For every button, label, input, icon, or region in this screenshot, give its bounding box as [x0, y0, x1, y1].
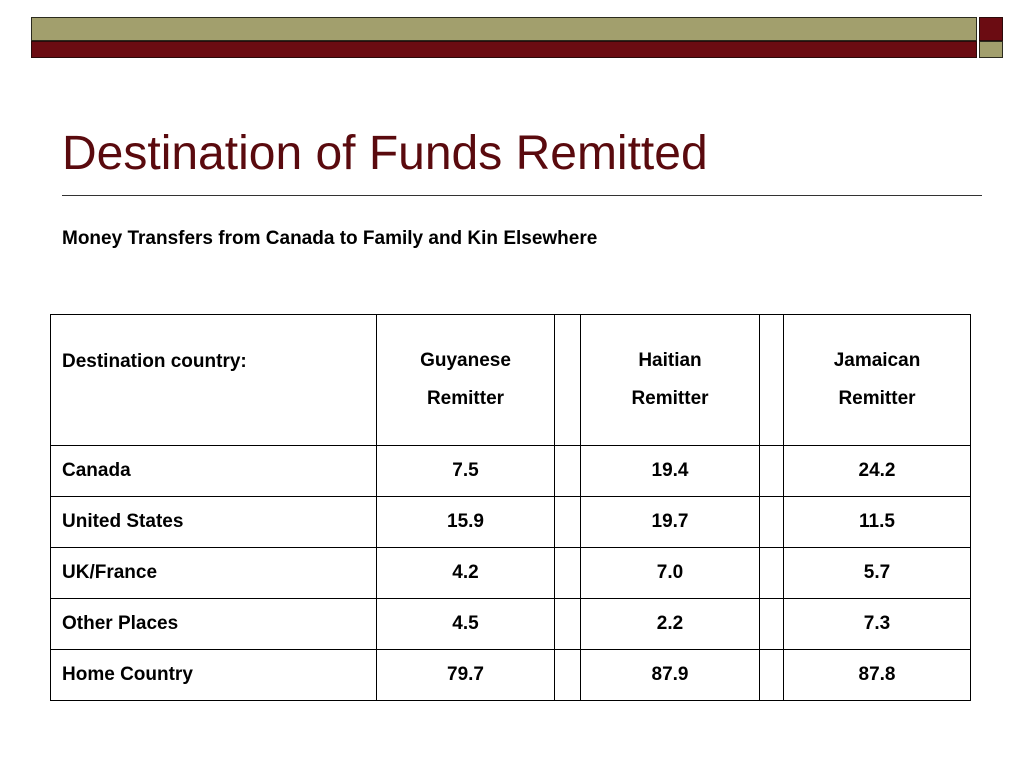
- table-row: [51, 446, 971, 497]
- slide-subtitle: Money Transfers from Canada to Family and Kin Elsewhere: [62, 228, 598, 249]
- header-col-line1: Jamaican: [833, 350, 921, 371]
- cell-jamaican: 7.3: [784, 599, 971, 650]
- header-destination-country: Destination country:: [51, 315, 377, 446]
- table-row: [51, 650, 971, 701]
- row-label: United States: [51, 497, 377, 548]
- table-row: [51, 497, 971, 548]
- table-row: [51, 599, 971, 650]
- spacer-cell: [760, 650, 784, 701]
- row-label: Canada: [51, 446, 377, 497]
- header-col-line1: Haitian: [638, 350, 702, 371]
- row-label: Home Country: [51, 650, 377, 701]
- cell-haitian: 7.0: [581, 548, 760, 599]
- table-header-row: [51, 315, 971, 446]
- spacer-cell: [760, 497, 784, 548]
- cell-haitian: 87.9: [581, 650, 760, 701]
- row-label: UK/France: [51, 548, 377, 599]
- spacer-cell: [760, 446, 784, 497]
- header-col-line1: Guyanese: [420, 350, 511, 371]
- remittance-table: [50, 314, 971, 701]
- header-col-line2: Remitter: [426, 388, 505, 409]
- cell-jamaican: 24.2: [784, 446, 971, 497]
- spacer-cell: [555, 548, 581, 599]
- cell-haitian: 2.2: [581, 599, 760, 650]
- cell-haitian: 19.4: [581, 446, 760, 497]
- cell-guyanese: 4.5: [377, 599, 555, 650]
- cell-jamaican: 87.8: [784, 650, 971, 701]
- header-guyanese-remitter: [377, 315, 555, 446]
- cell-guyanese: 15.9: [377, 497, 555, 548]
- cell-guyanese: 79.7: [377, 650, 555, 701]
- spacer-cell: [760, 599, 784, 650]
- cell-jamaican: 5.7: [784, 548, 971, 599]
- cell-haitian: 19.7: [581, 497, 760, 548]
- cell-jamaican: 11.5: [784, 497, 971, 548]
- spacer-cell: [760, 548, 784, 599]
- header-band-olive: [31, 17, 977, 41]
- title-divider: [62, 195, 982, 196]
- spacer-cell: [555, 650, 581, 701]
- table-row: [51, 548, 971, 599]
- spacer-cell: [555, 315, 581, 446]
- header-jamaican-remitter: [784, 315, 971, 446]
- header-square-maroon: [979, 17, 1003, 41]
- spacer-cell: [555, 446, 581, 497]
- header-col-line2: Remitter: [838, 388, 916, 409]
- spacer-cell: [555, 497, 581, 548]
- slide-title: Destination of Funds Remitted: [62, 127, 708, 180]
- header-square-olive: [979, 41, 1003, 58]
- spacer-cell: [555, 599, 581, 650]
- cell-guyanese: 4.2: [377, 548, 555, 599]
- cell-guyanese: 7.5: [377, 446, 555, 497]
- header-col-line2: Remitter: [631, 388, 709, 409]
- header-haitian-remitter: [581, 315, 760, 446]
- row-label: Other Places: [51, 599, 377, 650]
- header-band-maroon: [31, 41, 977, 58]
- spacer-cell: [760, 315, 784, 446]
